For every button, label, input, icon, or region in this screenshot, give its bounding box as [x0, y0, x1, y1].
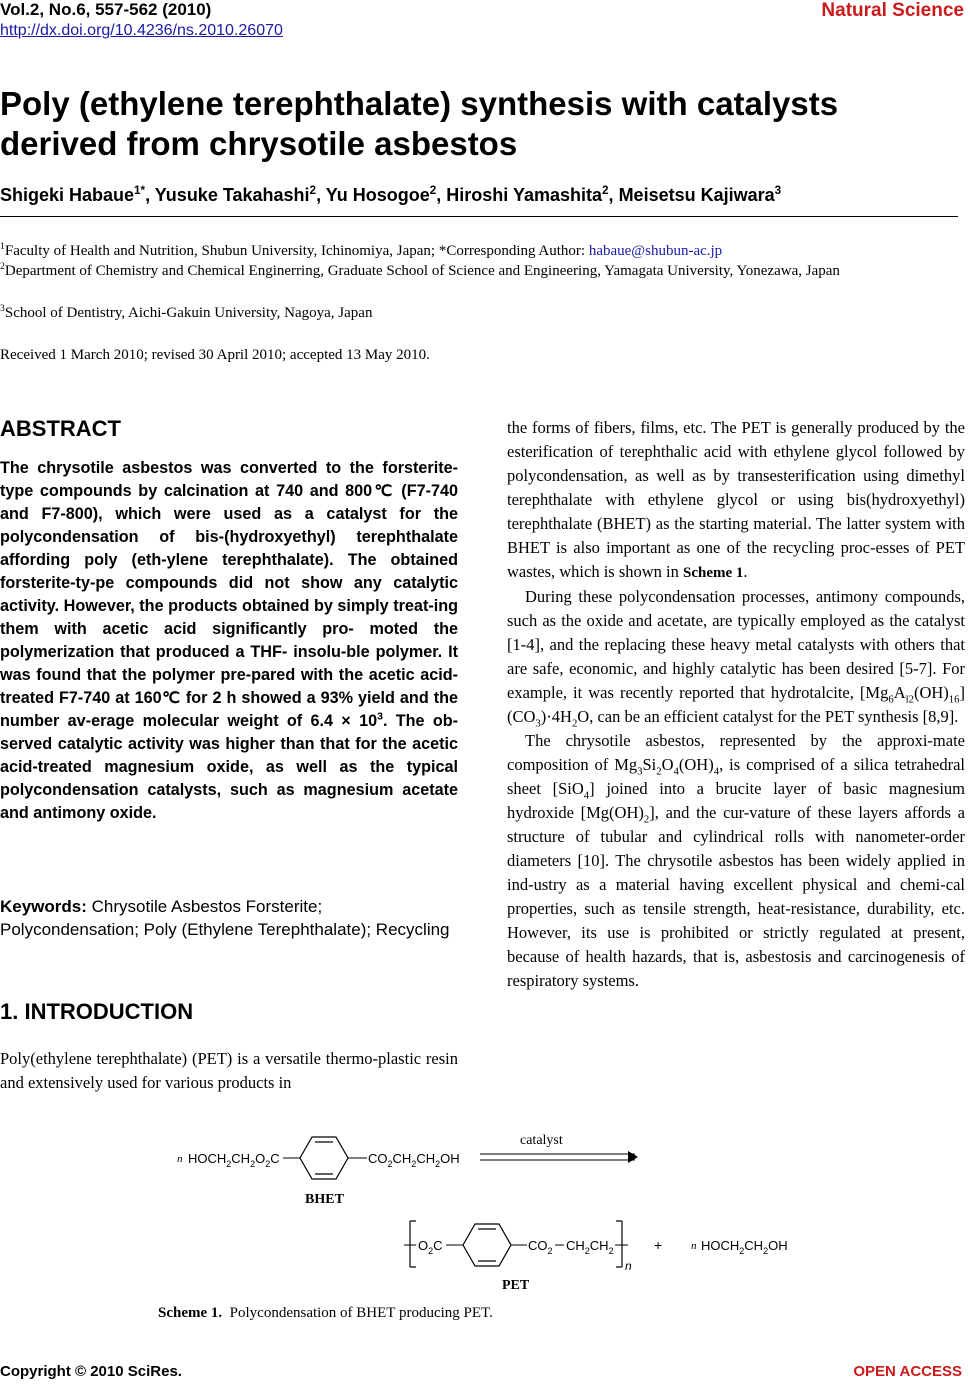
pet-ester-left: $O_2C$: [418, 1238, 443, 1256]
affiliation-mark: 2: [0, 261, 5, 272]
author-affiliation-mark: 2: [429, 184, 437, 197]
caption-label: Scheme 1.: [158, 1305, 223, 1321]
paragraph: The chrysotile asbestos, represented by the approxi-mate composition of $Mg_3Si_2O_4(OH)_4$, is comprised of a silica tetrahedral sheet [SiO$_4$] joined into a brucite layer of basic magnesium hydroxide $[Mg(OH)_2]$, and the cur-vature of these layers affords a structure of tubular and cylindrical rolls with nanometer-order diameters [10]. The chrysotile asbestos has been widely applied in ind-ustry as a material having excellent physical and chemi-cal properties, such as tensile strength, heat-resistance, durability, etc. However, its use is prohibited or strictly regulated at present, because of health hazards, that is, asbestosis and carcinogenesis of respiratory systems.: [507, 731, 966, 990]
abstract-text: The chrysotile asbestos was converted to the forsterite-type compounds by calcination at 740 and 800℃ (F7-740 and F7-800), which were used as a catalyst for the polycondensation of bis-(hydroxyethyl) terephthalate affording poly (eth-ylene terephthalate). The obtained forsterite-ty-pe compounds did not show any catalytic activity. However, the products obtained by simply treat-ing them with acetic acid significantly pro- moted the polymerization that produced a THF- insolu-ble polymer. It was found that the polymer pre-pared with the acetic acid-treated F7-740 at 160℃ for 2 h showed a 93% yield and the number av-erage molecular weight of $6.4 \times 10^3$. The ob-served catalytic activity was higher than that for the acetic acid-treated magnesium oxide, as well as the typical polycondensation catalysts, such as magnesium acetate and antimony oxide.: [0, 459, 458, 822]
author-name: Yusuke Takahashi: [154, 185, 310, 205]
keywords-label: Keywords:: [0, 897, 87, 916]
reaction-scheme: [150, 1125, 830, 1295]
pet-ethylene-group: $CH_2CH_2$: [566, 1238, 614, 1256]
section-heading-introduction: 1. INTRODUCTION: [0, 999, 194, 1024]
polymer-bracket-left: [404, 1221, 416, 1267]
affiliation-mark: 3: [0, 303, 5, 314]
paragraph: the forms of fibers, films, etc. The PET is generally produced by the esterification of terephthalic acid with ethylene glycol followed by polycondensation, as well as by transesterification using dimethyl terephthalate with ethylene glycol or using bis(hydroxyethyl) terephthalate (BHET) as the starting material. The latter system with BHET is also important as one of the recycling proc-esses of PET wastes, which is shown in Scheme 1.: [507, 418, 965, 581]
received-dates: Received 1 March 2010; revised 30 April 2010; accepted 13 May 2010.: [0, 347, 430, 363]
author-affiliation-mark: 2: [309, 184, 317, 197]
affiliation-text: Department of Chemistry and Chemical Enginerring, Graduate School of Science and Engineering, Yamagata University, Yonezawa, Japan: [4, 263, 840, 279]
bhet-left-group: $HOCH_2CH_2O_2C$: [188, 1151, 280, 1169]
affiliation-text: Faculty of Health and Nutrition, Shubun University, Ichinomiya, Japan; *Corresponding Author:: [4, 243, 589, 259]
benzene-ring-icon: [463, 1224, 511, 1266]
author-affiliation-mark: 1*: [134, 184, 146, 197]
corresponding-email-link[interactable]: habaue@shubun-ac.jp: [588, 243, 723, 259]
byproduct-n-coefficient: n: [691, 1240, 697, 1252]
bhet-right-group: $CO_2CH_2CH_2OH$: [368, 1151, 460, 1169]
ethylene-glycol-byproduct: $HOCH_2CH_2OH$: [701, 1238, 788, 1256]
scheme-reference-link[interactable]: Scheme 1: [683, 565, 744, 581]
catalyst-label: catalyst: [520, 1133, 563, 1148]
right-column-text: [507, 416, 965, 993]
benzene-ring-icon: [300, 1137, 348, 1179]
affiliation-text: School of Dentistry, Aichi-Gakuin University, Nagoya, Japan: [4, 305, 373, 321]
keywords: [0, 895, 458, 941]
copyright-notice: Copyright © 2010 SciRes.: [0, 1363, 182, 1380]
polymer-repeat-n: n: [625, 1259, 632, 1273]
plus-sign: +: [654, 1237, 663, 1253]
paper-title: Poly (ethylene terephthalate) synthesis with catalysts derived from chrysotile asbestos: [0, 85, 839, 162]
paragraph: During these polycondensation processes, antimony compounds, such as the oxide and acetate, are typically employed as the catalyst [1-4], and the replacing these heavy metal catalysts with others that are safe, economic, and highly catalytic has been desired [5-7]. For example, it was recently reported that hydrotalcite, $[Mg_6A_{l2}(OH)_{16}](CO_3)\cdot 4H_2O$, can be an efficient catalyst for the PET synthesis [8,9].: [507, 587, 965, 730]
pet-ester-right: $CO_2$: [528, 1238, 553, 1256]
affiliation-1: [0, 241, 965, 262]
author-name: Yu Hosogoe: [325, 185, 430, 205]
journal-name: Natural Science: [821, 0, 964, 21]
author-name: Meisetsu Kajiwara: [618, 185, 775, 205]
abstract-heading: ABSTRACT: [0, 416, 121, 441]
affiliation-mark: 1: [0, 241, 5, 252]
affiliation-2: [0, 261, 965, 282]
open-access-badge: OPEN ACCESS: [853, 1363, 962, 1380]
author-affiliation-mark: 2: [602, 184, 609, 197]
affiliation-3: [0, 303, 965, 324]
keywords-text: Chrysotile Asbestos Forsterite; Polycondensation; Poly (Ethylene Terephthalate); Recycling: [0, 897, 450, 939]
pet-label: PET: [502, 1278, 530, 1293]
author-name: Hiroshi Yamashita: [446, 185, 603, 205]
reaction-arrow-icon: [480, 1151, 638, 1163]
scheme-n-coefficient: n: [177, 1153, 183, 1165]
journal-volume-info: Vol.2, No.6, 557-562 (2010): [0, 0, 212, 19]
scheme-caption: [158, 1305, 493, 1322]
introduction-paragraph: Poly(ethylene terephthalate) (PET) is a versatile thermo-plastic resin and extensively used for various products in: [0, 1049, 458, 1092]
bhet-label: BHET: [305, 1192, 344, 1207]
author-affiliation-mark: 3: [774, 184, 782, 197]
author-name: Shigeki Habaue: [0, 185, 135, 205]
author-list: Shigeki Habaue$^{1*}$, Yusuke Takahashi$^2$, Yu Hosogoe$^2$, Hiroshi Yamashita$^2$, Meisetsu Kajiwara$^3$: [0, 184, 782, 205]
title-divider: [0, 216, 958, 217]
caption-text: Polycondensation of BHET producing PET.: [229, 1305, 493, 1321]
doi-link[interactable]: http://dx.doi.org/10.4236/ns.2010.26070: [0, 22, 283, 39]
